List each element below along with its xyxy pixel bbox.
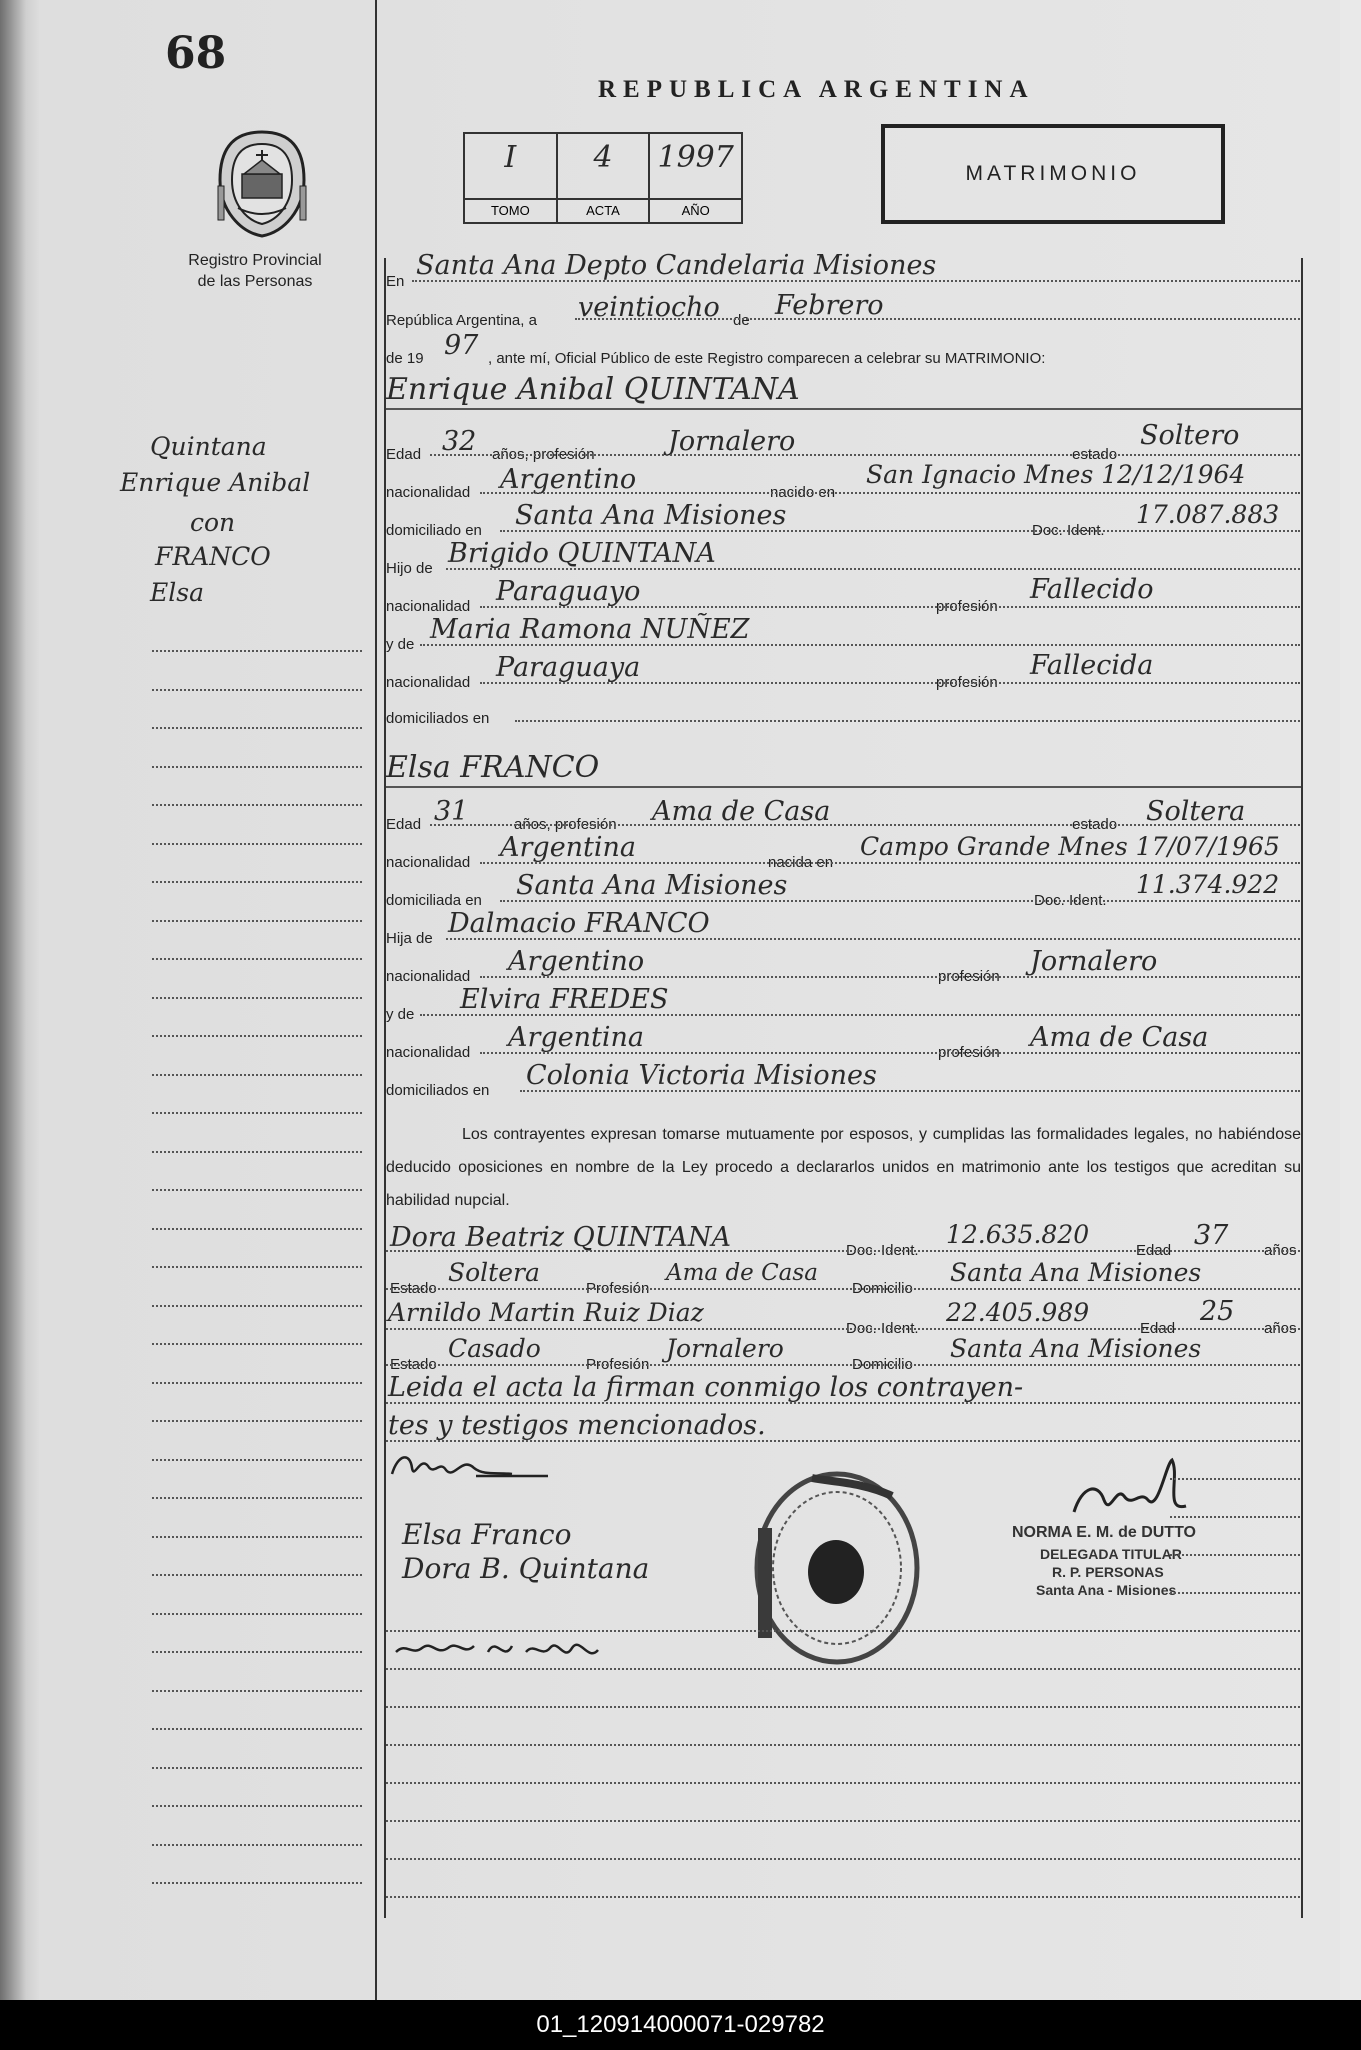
blank-rule [386,1896,1300,1898]
witness2-age: 25 [1200,1296,1235,1327]
month-value: Febrero [775,290,884,321]
rule [386,786,1301,788]
coat-of-arms-seal-icon [212,128,312,240]
margin-rule [152,804,362,806]
groom-estado-label: estado [1072,446,1118,463]
margin-rule [152,1151,362,1153]
witness1-estado-label: Estado [390,1280,437,1297]
rule [480,606,1300,608]
blank-rule [386,1858,1300,1860]
blank-rule [386,1744,1300,1746]
year-suffix: 97 [444,330,479,361]
witness1-domicilio-label: Domicilio [852,1280,913,1297]
bride-father-profession: Jornalero [1030,946,1158,977]
witness2-edad-label: Edad [1140,1320,1176,1337]
witness1-edad-label: Edad [1136,1242,1172,1259]
rule [420,644,1300,646]
margin-note-line-4: FRANCO [155,542,271,571]
rule [386,1364,1300,1366]
acta-value: 4 [593,140,613,175]
bride-edad-label: Edad [386,816,422,833]
witness1-profesion-label: Profesión [586,1280,650,1297]
groom-father-profession: Fallecido [1030,574,1154,605]
groom-signature [388,1446,558,1486]
ano-label: AÑO [650,198,741,222]
margin-rule [152,1343,362,1345]
groom-father: Brigido QUINTANA [448,538,716,569]
groom-father-label: Hijo de [386,560,433,577]
witness2-doc-label: Doc. Ident. [846,1320,919,1337]
blank-rule [386,1820,1300,1822]
witness2-anos-label: años [1264,1320,1297,1337]
official-title: DELEGADA TITULAR [1040,1546,1182,1562]
blank-rule [1170,1478,1300,1480]
witness2-profesion-label: Profesión [586,1356,650,1373]
blank-rule [386,1668,1300,1670]
bride-father: Dalmacio FRANCO [448,908,710,939]
official-place: Santa Ana - Misiones [1036,1582,1177,1598]
groom-nacido-label: nacido en [770,484,836,501]
bride-estado-label: estado [1072,816,1118,833]
groom-mother: Maria Ramona NUÑEZ [430,614,750,645]
blank-rule [386,1782,1300,1784]
closing-line-1: Leida el acta la firman conmigo los contrayen- [388,1372,1024,1403]
groom-status: Soltero [1140,420,1240,451]
bride-mother-nationality: Argentina [508,1022,645,1053]
margin-rule [152,1420,362,1422]
day-value: veintiocho [578,292,720,323]
rule [575,318,1300,320]
groom-mother-profession: Fallecida [1030,650,1154,681]
groom-profesion-label: años, profesión [492,446,595,463]
groom-father-nat-label: nacionalidad [386,598,471,615]
margin-rule [152,766,362,768]
groom-nationality: Argentino [500,464,637,495]
bride-signature: Elsa Franco [402,1518,572,1551]
margin-rule [152,1882,362,1884]
witness1-name: Dora Beatriz QUINTANA [390,1222,731,1253]
witness2-doc: 22.405.989 [946,1298,1090,1327]
bride-profession: Ama de Casa [652,796,831,827]
bride-parents-dom-label: domiciliados en [386,1082,490,1099]
margin-rule [152,650,362,652]
registry-name [150,250,360,292]
bride-parents-domicile: Colonia Victoria Misiones [526,1060,877,1091]
tomo-acta-ano-box [463,132,743,224]
tomo-label: TOMO [465,198,556,222]
groom-domicile: Santa Ana Misiones [515,500,787,531]
witness1-domicile: Santa Ana Misiones [950,1258,1202,1287]
groom-nac-label: nacionalidad [386,484,471,501]
page-number: 68 [165,28,227,79]
margin-rule [152,920,362,922]
blank-rule [1170,1554,1300,1556]
rule [412,280,1300,282]
bride-doc: 11.374.922 [1136,870,1280,899]
witness1-signature: Dora B. Quintana [402,1552,650,1585]
rule [430,454,1300,456]
footer-id: 01_120914000071-029782 [0,2000,1361,2050]
margin-note [120,432,370,612]
bride-nacida-label: nacida en [768,854,834,871]
rule [420,1014,1300,1016]
witness1-doc-label: Doc. Ident. [846,1242,919,1259]
rule [480,492,1300,494]
margin-rule [152,1728,362,1730]
bride-father-label: Hija de [386,930,433,947]
margin-note-line-3: con [190,508,236,537]
rule [480,1052,1300,1054]
margin-rule [152,1305,362,1307]
bride-profesion-label: años, profesión [514,816,617,833]
rule [386,1288,1300,1290]
bride-name: Elsa FRANCO [386,750,600,785]
groom-mother-nat-label: nacionalidad [386,674,471,691]
margin-rule [152,1690,362,1692]
tomo-value: I [504,140,517,175]
witness2-status: Casado [448,1334,541,1363]
witness1-profession: Ama de Casa [666,1260,818,1286]
margin-rule [152,881,362,883]
country-title: REPUBLICA ARGENTINA [598,76,1035,103]
registry-line-1: Registro Provincial [188,252,322,269]
margin-note-line-2: Enrique Anibal [120,468,311,497]
witness2-domicile: Santa Ana Misiones [950,1334,1202,1363]
bride-nac-label: nacionalidad [386,854,471,871]
witness2-estado-label: Estado [390,1356,437,1373]
ano-cell [650,134,741,222]
bride-mother: Elvira FREDES [460,984,669,1015]
bride-mother-prof-label: profesión [938,1044,1000,1061]
republica-label: República Argentina, a [386,312,537,329]
rule [480,976,1300,978]
margin-rule [152,1767,362,1769]
bride-age: 31 [434,796,469,827]
blank-rule [386,1630,1300,1632]
rule [386,1402,1300,1404]
bride-status: Soltera [1146,796,1246,827]
rule [480,682,1300,684]
rule [446,938,1300,940]
groom-age: 32 [442,426,477,457]
bride-mother-label: y de [386,1006,415,1023]
margin-rule [152,843,362,845]
official-name: NORMA E. M. de DUTTO [1012,1524,1196,1541]
rule [386,1328,1300,1330]
blank-rule [1170,1592,1300,1594]
groom-mother-label: y de [386,636,415,653]
rule [386,1250,1300,1252]
margin-rule [152,1844,362,1846]
bride-domicile: Santa Ana Misiones [516,870,788,901]
rule [500,530,1300,532]
official-office: R. P. PERSONAS [1052,1564,1164,1580]
margin-note-line-1: Quintana [150,432,267,461]
groom-father-prof-label: profesión [936,598,998,615]
margin-rule [152,1189,362,1191]
bride-mother-nat-label: nacionalidad [386,1044,471,1061]
rule [520,1090,1300,1092]
margin-rule [152,1112,362,1114]
bride-dom-label: domiciliada en [386,892,482,909]
groom-dom-label: domiciliado en [386,522,482,539]
acta-label: ACTA [558,198,649,222]
margin-rule [152,1459,362,1461]
ano-value: 1997 [657,140,734,175]
groom-doc: 17.087.883 [1136,500,1280,529]
rule [386,1440,1300,1442]
witness2-name: Arnildo Martin Ruiz Diaz [388,1298,704,1327]
margin-rule [152,1266,362,1268]
groom-profession: Jornalero [668,426,796,457]
page-right-edge [1340,0,1361,2000]
year-prefix: de 19 [386,350,424,367]
bride-father-prof-label: profesión [938,968,1000,985]
margin-rule [152,1035,362,1037]
bride-nationality: Argentina [500,832,637,863]
margin-rule [152,1497,362,1499]
witness2-profession: Jornalero [666,1334,784,1363]
bride-father-nationality: Argentino [508,946,645,977]
margin-note-line-5: Elsa [150,578,204,607]
groom-doc-label: Doc. Ident. [1032,522,1105,539]
groom-name: Enrique Anibal QUINTANA [386,372,800,407]
form-right-rule [1301,258,1303,1918]
groom-parents-dom-label: domiciliados en [386,710,490,727]
groom-birthplace: San Ignacio Mnes 12/12/1964 [866,460,1246,489]
blank-rule [386,1706,1300,1708]
rule [500,900,1300,902]
groom-edad-label: Edad [386,446,422,463]
tomo-cell [465,134,558,222]
intro-clause: , ante mí, Oficial Público de este Registro comparecen a celebrar su MATRIMONIO: [488,350,1046,367]
rule [515,720,1300,722]
rule [386,408,1301,410]
margin-rule [152,727,362,729]
de-label: de [733,312,750,329]
en-label: En [386,273,405,290]
margin-rule [152,1382,362,1384]
margin-rule [152,1228,362,1230]
bride-mother-profession: Ama de Casa [1030,1022,1209,1053]
closing-line-2: tes y testigos mencionados. [388,1410,766,1441]
witness1-age: 37 [1194,1220,1229,1251]
rule [480,862,1300,864]
margin-rule [152,689,362,691]
groom-mother-nationality: Paraguaya [496,652,641,683]
left-margin-rule [375,0,377,2000]
margin-rule [152,1574,362,1576]
margin-rule [152,1805,362,1807]
bride-father-nat-label: nacionalidad [386,968,471,985]
witness2-domicilio-label: Domicilio [852,1356,913,1373]
margin-rule [152,1536,362,1538]
registry-line-2: de las Personas [197,273,313,290]
blank-rule [1170,1516,1300,1518]
official-round-stamp [752,1468,922,1668]
bride-birthplace: Campo Grande Mnes 17/07/1965 [860,832,1280,861]
place-value: Santa Ana Depto Candelaria Misiones [416,250,937,281]
rule [446,568,1300,570]
margin-rule [152,1651,362,1653]
witness1-doc: 12.635.820 [946,1220,1090,1249]
witness1-anos-label: años [1264,1242,1297,1259]
groom-mother-prof-label: profesión [936,674,998,691]
declaration-paragraph: Los contrayentes expresan tomarse mutuamente por esposos, y cumplidas las formalidades legales, no habiéndose deducido oposiciones en nombre de la Ley procedo a declararlos unidos en matrimonio ante los testigos que acreditan su habilidad nupcial. [386,1126,1301,1209]
margin-rule [152,997,362,999]
bride-doc-label: Doc. Ident. [1034,892,1107,909]
margin-rule [152,1074,362,1076]
witness1-status: Soltera [448,1258,540,1287]
rule [430,824,1300,826]
record-type-box: MATRIMONIO [881,124,1225,224]
margin-rule [152,1613,362,1615]
acta-cell [558,134,651,222]
groom-father-nationality: Paraguayo [496,576,641,607]
margin-rule [152,958,362,960]
